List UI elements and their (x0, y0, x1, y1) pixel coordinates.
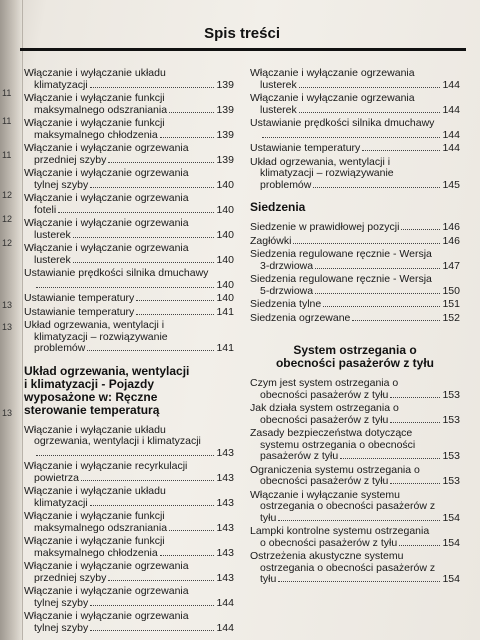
page-number: 144 (442, 78, 460, 91)
leader-dots (81, 480, 215, 481)
leader-dots (73, 262, 215, 263)
toc-entry[interactable] (250, 526, 460, 549)
toc-entry[interactable] (24, 68, 234, 91)
page-number: 153 (442, 388, 460, 401)
toc-entry-text: problemów (260, 178, 312, 191)
section-heading-rear-occupant-alert (250, 344, 460, 370)
toc-entry-text: Ostrzeżenia akustyczne systemu (250, 550, 404, 562)
toc-entry-text: maksymalnego odszraniania (34, 521, 168, 534)
leader-dots (278, 520, 440, 521)
leader-dots (36, 287, 214, 288)
page-number: 144 (442, 103, 460, 116)
leader-dots (390, 483, 440, 484)
toc-entry[interactable] (24, 611, 234, 634)
leader-dots (362, 150, 440, 151)
leader-dots (390, 422, 440, 423)
toc-entry[interactable] (24, 461, 234, 484)
toc-group-left-a (24, 68, 234, 355)
toc-entry-text: Włączanie i wyłączanie układu (24, 67, 166, 79)
toc-entry-text: Siedzenia tylne (250, 298, 322, 310)
toc-entry-text: klimatyzacji – rozwiązywanie (260, 167, 394, 179)
leader-dots (136, 300, 214, 301)
toc-entry-text: Układ ogrzewania, wentylacji i (250, 155, 391, 168)
toc-entry[interactable] (250, 428, 460, 463)
section-heading-line: System ostrzegania o (293, 343, 417, 357)
toc-entry-text: Włączanie i wyłączanie ogrzewania (24, 242, 189, 254)
page-number: 144 (442, 142, 460, 154)
toc-entry[interactable] (250, 299, 460, 311)
page-number: 140 (216, 203, 234, 216)
toc-entry-text: lusterek (34, 253, 71, 266)
toc-entry-text: Włączanie i wyłączanie recyrkulacji (24, 460, 188, 472)
toc-entry[interactable] (250, 222, 460, 234)
toc-entry-text: Włączanie i wyłączanie funkcji (24, 510, 165, 522)
toc-entry-text: ostrzegania o obecności pasażerów z (260, 561, 436, 574)
leader-dots (90, 505, 215, 506)
toc-entry-text: lusterek (260, 78, 297, 91)
page-number: 153 (442, 450, 460, 462)
toc-entry-text: Siedzenia regulowane ręcznie - Wersja (250, 273, 432, 285)
leader-dots (340, 458, 440, 459)
toc-entry[interactable] (24, 511, 234, 534)
toc-entry[interactable] (250, 143, 460, 155)
toc-entry-text: przedniej szyby (34, 153, 107, 166)
section-heading-line: wyposażone w: Ręczne (24, 389, 158, 404)
toc-entry[interactable] (24, 193, 234, 216)
toc-entry-text: Włączanie i wyłączanie systemu (250, 488, 400, 501)
leader-dots (313, 187, 440, 188)
toc-column-right (250, 68, 460, 588)
page-number: 139 (216, 153, 234, 166)
page-number: 144 (216, 596, 234, 609)
toc-entry-text: tylnej szyby (34, 596, 89, 609)
section-heading-line: sterowanie temperaturą (24, 402, 160, 417)
toc-entry-text: pasażerów z tyłu (260, 450, 339, 462)
leader-dots (108, 580, 214, 581)
toc-entry-text: tyłu (260, 573, 277, 585)
leader-dots (352, 320, 440, 321)
toc-entry-text: 5-drzwiowa (260, 284, 314, 297)
toc-entry-text: Lampki kontrolne systemu ostrzegania (250, 525, 430, 537)
leader-dots (90, 87, 215, 88)
toc-entry-text: Włączanie i wyłączanie układu (24, 485, 166, 497)
toc-entry[interactable] (250, 274, 460, 297)
toc-entry[interactable] (250, 157, 460, 192)
toc-entry-text: tylnej szyby (34, 621, 89, 634)
toc-entry-text: Włączanie i wyłączanie ogrzewania (24, 585, 189, 597)
toc-entry-text: systemu ostrzegania o obecności (260, 438, 416, 451)
toc-entry[interactable] (24, 218, 234, 241)
leader-dots (390, 397, 440, 398)
toc-entry-text: problemów (34, 342, 86, 354)
toc-entry[interactable] (250, 236, 460, 248)
previous-page-edge: 11 11 11 12 12 12 13 13 13 (0, 0, 23, 640)
leader-dots (36, 455, 214, 456)
toc-column-left (24, 68, 234, 636)
toc-entry-text: Włączanie i wyłączanie ogrzewania (24, 142, 189, 154)
toc-entry-text: maksymalnego chłodzenia (34, 128, 158, 141)
toc-entry-text: Ustawianie temperatury (24, 292, 135, 304)
toc-entry-text: Czym jest system ostrzegania o (250, 377, 399, 389)
toc-entry[interactable] (24, 561, 234, 584)
page-number: 140 (216, 178, 234, 191)
section-heading-line: obecności pasażerów z tyłu (275, 356, 435, 370)
title-bar (20, 22, 466, 51)
toc-entry-text: Włączanie i wyłączanie ogrzewania (250, 67, 415, 79)
toc-entry-text: Siedzenie w prawidłowej pozycji (250, 221, 400, 233)
toc-entry-text: Włączanie i wyłączanie ogrzewania (24, 610, 189, 622)
toc-entry-text: klimatyzacji (34, 496, 88, 509)
leader-dots (87, 350, 214, 351)
toc-entry[interactable] (24, 320, 234, 355)
toc-entry-text: ogrzewania, wentylacji i klimatyzacji (34, 435, 201, 447)
leader-dots (293, 243, 440, 244)
leader-dots (169, 112, 214, 113)
toc-entry-text: Jak działa system ostrzegania o (250, 402, 399, 414)
toc-entry[interactable] (250, 118, 460, 141)
toc-entry[interactable] (250, 249, 460, 272)
section-heading-line: Układ ogrzewania, wentylacji (24, 363, 190, 378)
page-number: 139 (216, 103, 234, 116)
page-number: 143 (216, 496, 234, 509)
toc-entry[interactable] (24, 425, 234, 460)
toc-entry-text: Siedzenia ogrzewane (250, 311, 351, 324)
toc-entry[interactable] (24, 243, 234, 266)
page-title: Spis treści (204, 25, 280, 42)
toc-entry[interactable] (250, 93, 460, 116)
toc-entry[interactable] (250, 465, 460, 488)
leader-dots (73, 237, 215, 238)
page-number: 143 (216, 446, 234, 459)
toc-entry-text: Siedzenia regulowane ręcznie - Wersja (250, 248, 432, 260)
toc-entry-text: przedniej szyby (34, 571, 107, 584)
toc-entry[interactable] (24, 536, 234, 559)
toc-entry[interactable] (24, 586, 234, 609)
toc-group-right-b (250, 222, 460, 324)
section-heading-line: Siedzenia (250, 200, 306, 214)
toc-entry-text: obecności pasażerów z tyłu (260, 413, 389, 426)
toc-group-right-a (250, 68, 460, 191)
leader-dots (315, 293, 440, 294)
toc-entry-text: klimatyzacji (34, 78, 88, 91)
page-number: 153 (442, 475, 460, 487)
toc-entry-text: ostrzegania o obecności pasażerów z (260, 500, 436, 512)
toc-entry-text: Zasady bezpieczeństwa dotyczące (250, 427, 413, 439)
page-number: 154 (442, 536, 460, 549)
section-heading-manual-climate (24, 365, 234, 417)
leader-dots (262, 137, 440, 138)
leader-dots (90, 605, 214, 606)
page-number: 152 (442, 311, 460, 324)
toc-entry-text: Włączanie i wyłączanie ogrzewania (250, 92, 415, 104)
leader-dots (108, 162, 214, 163)
toc-entry-text: o obecności pasażerów z tyłu (260, 536, 398, 549)
toc-entry-text: Włączanie i wyłączanie ogrzewania (24, 167, 189, 179)
toc-entry-text: maksymalnego odszraniania (34, 103, 168, 116)
toc-entry-text: powietrza (34, 471, 79, 484)
page-number: 140 (216, 253, 234, 266)
toc-entry[interactable] (24, 118, 234, 141)
toc-entry-text: klimatyzacji – rozwiązywanie (34, 330, 168, 343)
toc-entry-text: Włączanie i wyłączanie funkcji (24, 117, 165, 129)
page-number: 154 (442, 511, 460, 524)
page-number: 153 (442, 413, 460, 426)
toc-group-right-c (250, 378, 460, 586)
toc-entry-text: lusterek (34, 228, 71, 241)
page-number: 139 (216, 128, 234, 141)
leader-dots (58, 212, 214, 213)
toc-entry-text: Włączanie i wyłączanie ogrzewania (24, 560, 189, 572)
leader-dots (299, 112, 441, 113)
toc-entry-text: obecności pasażerów z tyłu (260, 475, 389, 487)
toc-entry[interactable] (250, 378, 460, 401)
toc-entry-text: Układ ogrzewania, wentylacji i (24, 319, 165, 331)
section-heading-seats (250, 201, 460, 214)
page-number: 140 (216, 292, 234, 304)
leader-dots (278, 581, 440, 582)
page-number: 146 (442, 234, 460, 247)
toc-entry[interactable] (24, 143, 234, 166)
toc-entry-text: Ustawianie prędkości silnika dmuchawy (24, 267, 209, 279)
toc-entry[interactable] (24, 268, 234, 291)
toc-entry-text: Ustawianie temperatury (24, 305, 135, 318)
page-number: 141 (216, 305, 234, 318)
page-number: 140 (216, 278, 234, 291)
toc-entry-text: Zagłówki (250, 234, 292, 247)
leader-dots (160, 137, 215, 138)
leader-dots (315, 268, 440, 269)
toc-entry[interactable] (24, 168, 234, 191)
toc-entry-text: Włączanie i wyłączanie ogrzewania (24, 217, 189, 229)
page-number: 154 (442, 573, 460, 585)
toc-entry-text: Włączanie i wyłączanie funkcji (24, 535, 165, 547)
toc-entry[interactable] (250, 313, 460, 325)
toc-entry-text: lusterek (260, 103, 297, 116)
toc-entry-text: maksymalnego chłodzenia (34, 546, 158, 559)
toc-entry-text: Ustawianie prędkości silnika dmuchawy (250, 117, 435, 129)
page-number: 143 (216, 521, 234, 534)
toc-entry[interactable] (250, 551, 460, 586)
page-number: 143 (216, 471, 234, 484)
leader-dots (160, 555, 215, 556)
leader-dots (90, 187, 214, 188)
page-number: 141 (216, 342, 234, 354)
toc-entry[interactable] (24, 486, 234, 509)
toc-entry-text: foteli (34, 203, 57, 216)
page-number: 147 (442, 259, 460, 272)
toc-entry-text: obecności pasażerów z tyłu (260, 388, 389, 401)
page-number: 140 (216, 228, 234, 241)
toc-entry[interactable] (250, 490, 460, 525)
leader-dots (136, 314, 214, 315)
toc-group-left-b (24, 425, 234, 635)
toc-entry-text: Ograniczenia systemu ostrzegania o (250, 463, 420, 476)
toc-entry[interactable] (250, 68, 460, 91)
toc-entry[interactable] (24, 307, 234, 319)
leader-dots (299, 87, 441, 88)
leader-dots (323, 306, 440, 307)
toc-entry-text: 3-drzwiowa (260, 259, 314, 272)
page-number: 150 (442, 284, 460, 297)
page-number: 145 (442, 178, 460, 191)
leader-dots (399, 545, 440, 546)
page-number: 143 (216, 571, 234, 584)
page-number: 143 (216, 546, 234, 559)
toc-entry-text: Ustawianie temperatury (250, 142, 361, 154)
page-number: 146 (442, 221, 460, 233)
toc-entry-text: Włączanie i wyłączanie funkcji (24, 92, 165, 104)
toc-entry-text: tyłu (260, 511, 277, 524)
toc-entry[interactable] (24, 293, 234, 305)
page-number: 139 (216, 78, 234, 91)
toc-entry-text: Włączanie i wyłączanie ogrzewania (24, 192, 189, 204)
page-number: 144 (216, 621, 234, 634)
leader-dots (169, 530, 214, 531)
page-number: 151 (442, 298, 460, 310)
leader-dots (401, 229, 440, 230)
toc-entry-text: Włączanie i wyłączanie układu (24, 423, 166, 436)
toc-entry[interactable] (250, 403, 460, 426)
page-number: 144 (442, 128, 460, 141)
toc-entry[interactable] (24, 93, 234, 116)
toc-entry-text: tylnej szyby (34, 178, 89, 191)
section-heading-line: i klimatyzacji - Pojazdy (24, 376, 155, 391)
leader-dots (90, 630, 214, 631)
